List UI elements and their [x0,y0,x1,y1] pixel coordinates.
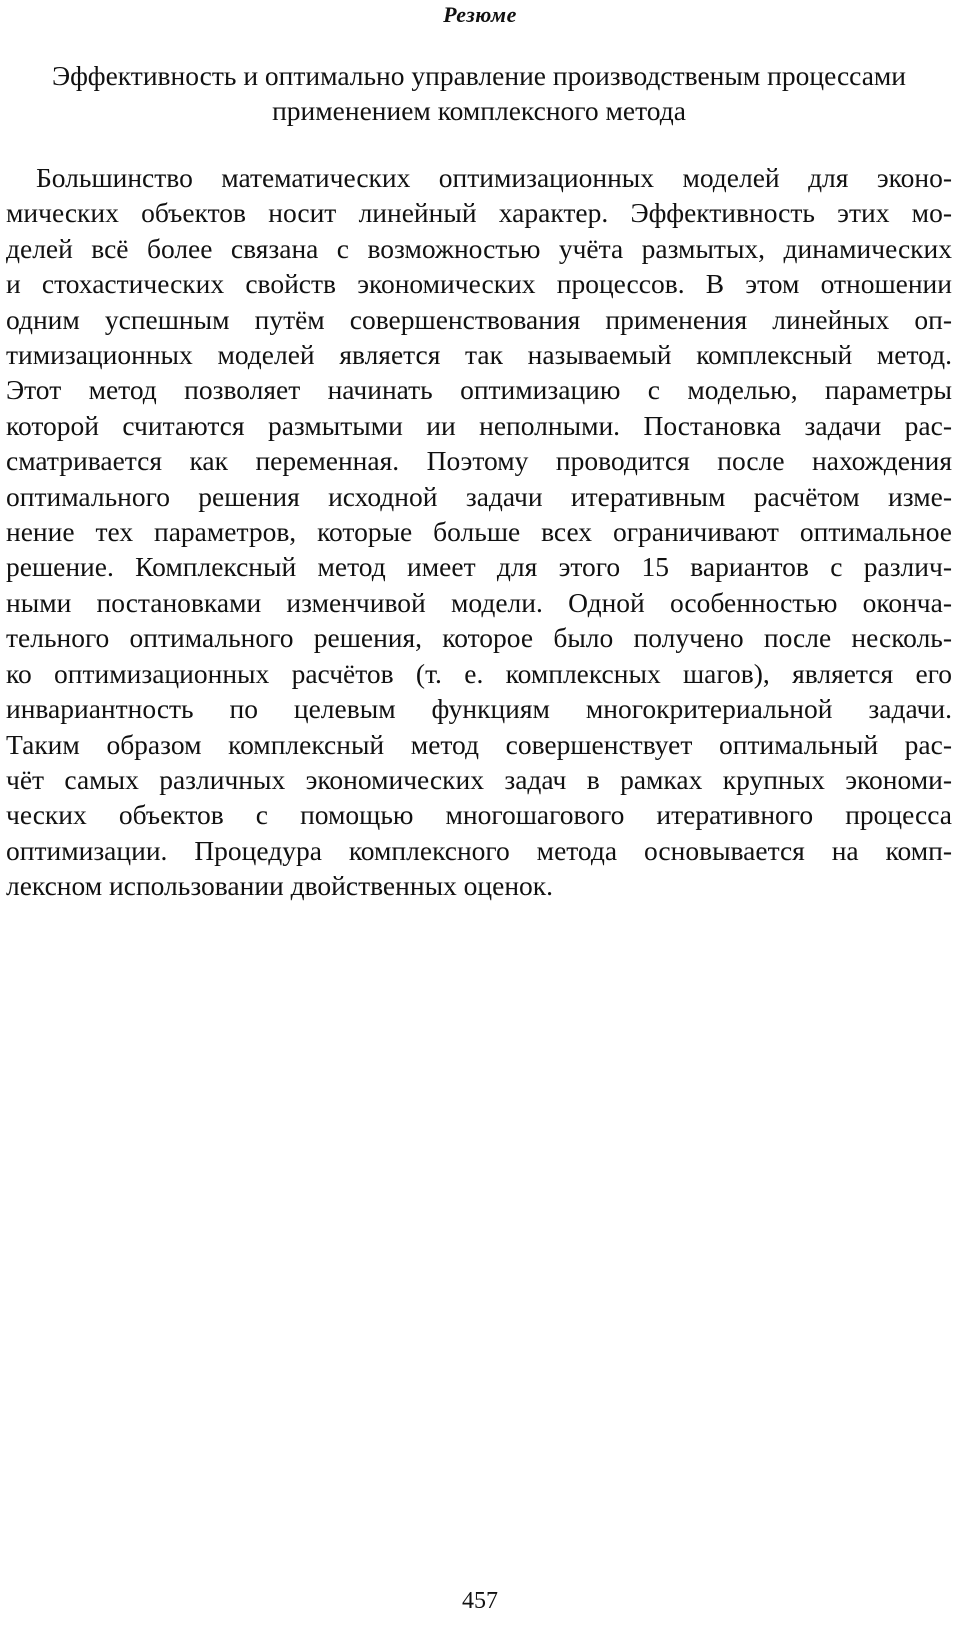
paragraph-line: Таким образом комплексный метод совершенствует оптимальный рас- [6,728,952,760]
paragraph-line: тимизационных моделей является так называемый комплексный метод. [6,339,952,371]
paragraph-line: мических объектов носит линейный характер. Эффективность этих мо- [6,197,952,229]
paragraph-line: делей всё более связана с возможностью учёта размытых, динамических [6,232,952,264]
paragraph-line: ко оптимизационных расчётов (т. е. комплексных шагов), является его [6,657,952,689]
title-line: применением комплексного метода [272,95,686,126]
paragraph-line: которой считаются размытыми ии неполными. Постановка задачи рас- [6,409,952,441]
paragraph-line: ческих объектов с помощью многошагового итеративного процесса [6,799,952,831]
paragraph-line: тельного оптимального решения, которое было получено после несколь- [6,622,952,654]
paragraph-line: нение тех параметров, которые больше всех ограничивают оптимальное [6,516,952,548]
paragraph-line: и стохастических свойств экономических процессов. В этом отношении [6,268,952,300]
paragraph-line: ными постановками изменчивой модели. Одной особенностью оконча- [6,586,952,618]
paragraph-line: оптимизации. Процедура комплексного метода основывается на комп- [6,834,952,866]
paragraph-line: инвариантность по целевым функциям многокритериальной задачи. [6,693,952,725]
page-number: 457 [462,1588,498,1614]
title-line: Эффективность и оптимально управление производственым процессами [51,60,907,91]
paragraph-line: оптимального решения исходной задачи итеративным расчётом изме- [6,480,952,512]
paragraph-line: одним успешным путём совершенствования применения линейных оп- [6,303,952,335]
paragraph-line: Этот метод позволяет начинать оптимизацию с моделью, параметры [6,374,952,406]
article-title [6,58,952,128]
paragraph-line: чёт самых различных экономических задач в рамках крупных экономи- [6,763,952,795]
paragraph-line: сматривается как переменная. Поэтому проводится после нахождения [6,445,952,477]
paragraph-line: решение. Комплексный метод имеет для этого 15 вариантов с различ- [6,551,952,583]
paragraph-line: Большинство математических оптимизационных моделей для эконо- [36,162,952,193]
summary-paragraph [6,160,952,904]
running-head: Резюме [443,2,517,27]
paragraph-line: лексном использовании двойственных оценок. [6,870,554,902]
